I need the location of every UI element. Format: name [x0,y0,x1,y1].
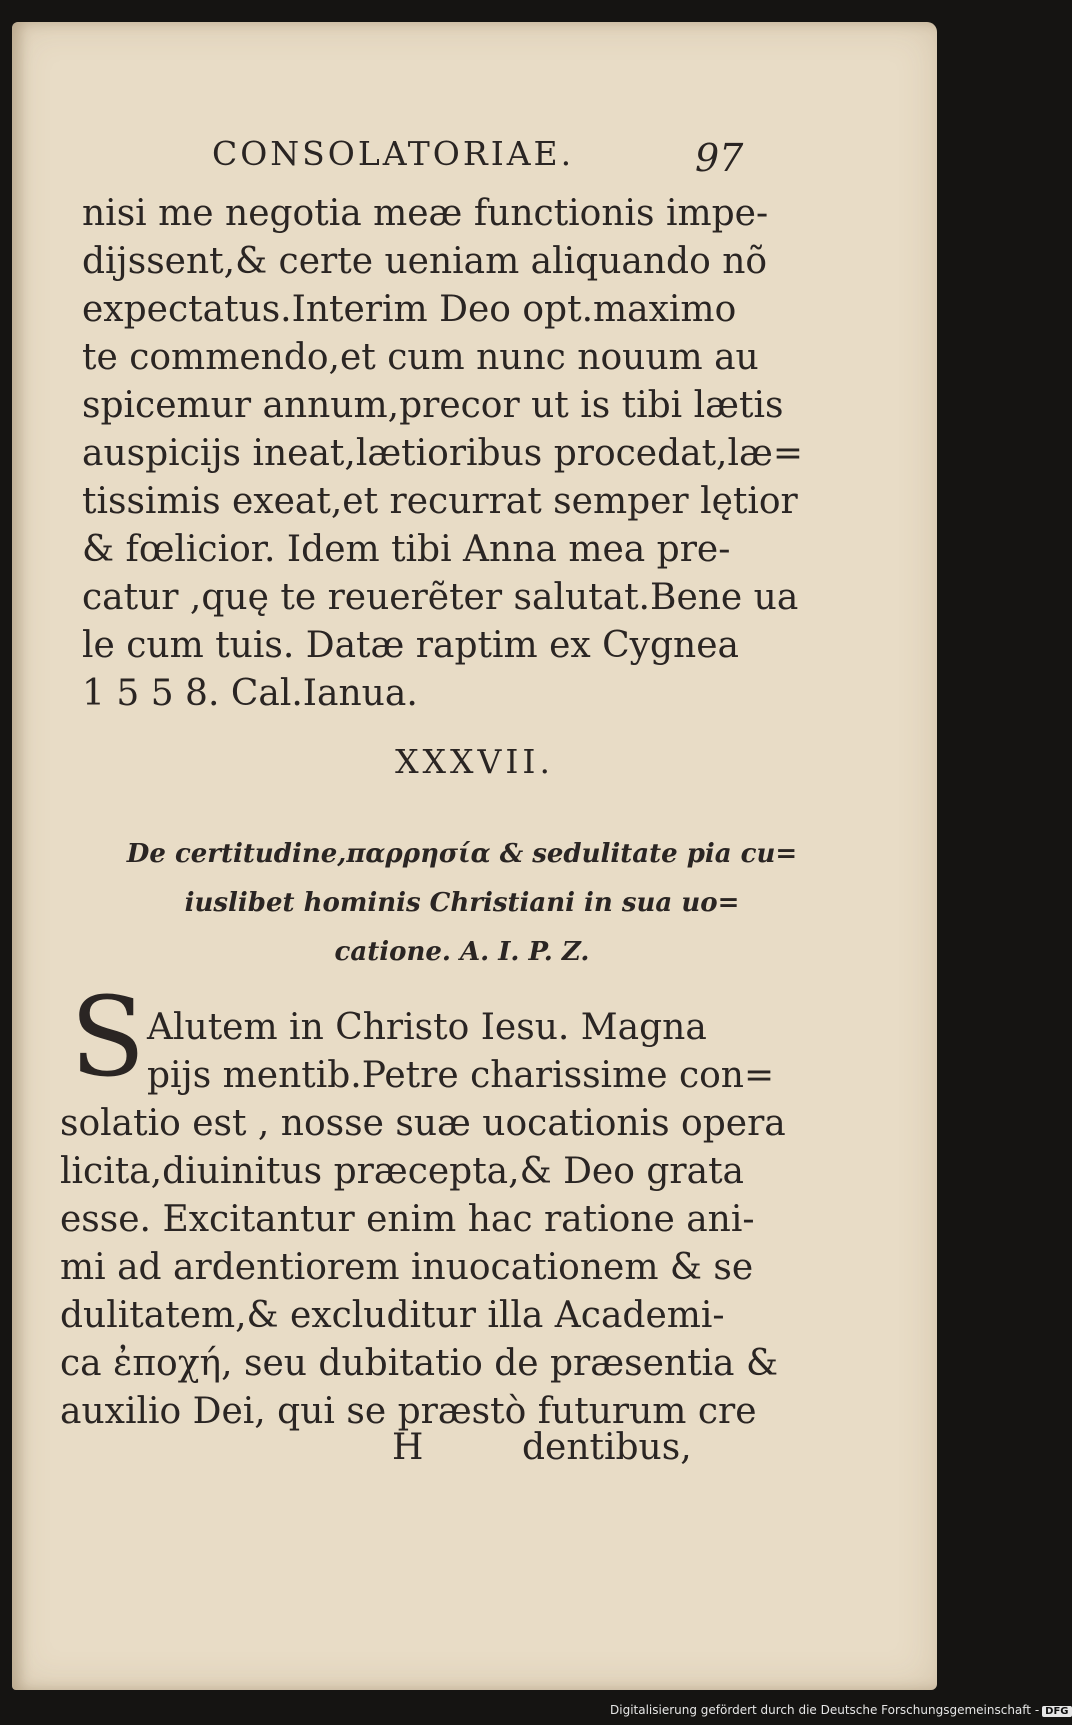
letter-text-ending: nisi me negotia meæ functionis impe- dijssent,& certe ueniam aliquando nõ expectatus.Interim Deo opt.maximo te commendo,et cum nunc nouum au spicemur annum,precor ut is tibi lætis auspicijs ineat,lætioribus procedat,læ= tissimis exeat,et recurrat semper lętior & fœlicior. Idem tibi Anna mea pre- catur ,quę te reuerẽter salutat.Bene ua le cum tuis. Datæ raptim ex Cygnea 1 5 5 8. Cal.Ianua. [82,193,804,714]
digitization-credit [610,1703,1072,1717]
letter-opening-lines: Alutem in Christo Iesu. Magna pijs mentib.Petre charissime con= [147,1007,775,1096]
letter-body-text: solatio est , nosse suæ uocationis opera licita,diuinitus præcepta,& Deo grata esse. Excitantur enim hac ratione ani- mi ad ardentiorem inuocationem & se dulitatem,& excluditur illa Academi- ca ἐποχή, seu dubitatio de præsentia & auxilio Dei, qui se præstò futurum cre [60,1103,786,1432]
running-head: CONSOLATORIAE. [212,134,575,173]
chapter-heading: De certitudine,παρρησία & sedulitate pia cu= iuslibet hominis Christiani in sua uo= catione. A. I. P. Z. [126,839,798,967]
drop-cap: S [70,973,146,1101]
dfg-logo: DFG [1042,1706,1071,1717]
book-page [12,22,937,1690]
page-number: 97 [695,136,744,180]
footer-credit-text: Digitalisierung gefördert durch die Deutsche Forschungsgemeinschaft - [610,1703,1040,1717]
chapter-number: XXXVII. [395,742,554,781]
signature-mark: H [392,1427,424,1468]
catchword: dentibus, [522,1427,692,1468]
